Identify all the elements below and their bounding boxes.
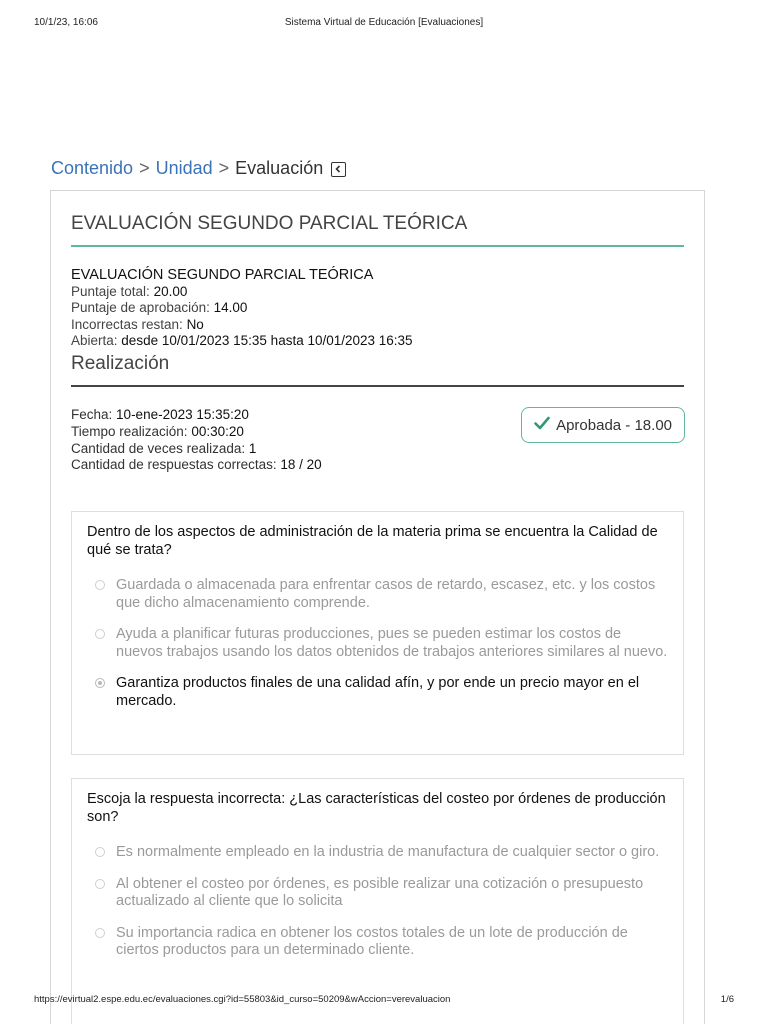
evaluation-info <box>71 267 684 349</box>
evaluation-heading: EVALUACIÓN SEGUNDO PARCIAL TEÓRICA <box>71 213 684 247</box>
answer-option[interactable] <box>87 577 669 612</box>
status-badge <box>521 407 685 443</box>
check-icon <box>534 416 550 434</box>
answer-option-text: Ayuda a planificar futuras producciones, pues se pueden estimar los costos de nuevos trabajos usando los datos obtenidos de trabajos anteriores similares al nuevo. <box>116 626 668 660</box>
realizacion-heading: Realización <box>71 353 684 387</box>
radio-button[interactable] <box>95 847 105 857</box>
info-row-abierta: Abierta: desde 10/01/2023 15:35 hasta 10/01/2023 16:35 <box>71 332 413 348</box>
answer-option-text: Al obtener el costeo por órdenes, es posible realizar una cotización o presupuesto actualizado al cliente que lo solicita <box>116 875 644 909</box>
radio-button[interactable] <box>95 629 105 639</box>
print-page-number: 1/6 <box>720 994 734 1005</box>
answer-option[interactable] <box>87 876 669 911</box>
info-row-incorrectas-restan: Incorrectas restan: No <box>71 316 204 332</box>
radio-button-checked[interactable] <box>95 678 105 688</box>
breadcrumb-current: Evaluación <box>235 158 324 178</box>
question-text: Escoja la respuesta incorrecta: ¿Las características del costeo por órdenes de producción son? <box>87 791 666 825</box>
answer-option-selected[interactable] <box>87 675 669 710</box>
answer-option-text: Es normalmente empleado en la industria de manufactura de cualquier sector o giro. <box>116 844 660 860</box>
print-page-title: Sistema Virtual de Educación [Evaluaciones] <box>284 17 484 28</box>
breadcrumb-separator: > <box>218 158 230 178</box>
back-icon[interactable] <box>331 162 346 177</box>
breadcrumb-separator: > <box>139 158 150 178</box>
print-footer <box>34 994 734 1008</box>
breadcrumb <box>51 158 346 179</box>
evaluation-card <box>50 190 705 1024</box>
status-label: Aprobada - 18.00 <box>556 416 672 434</box>
answer-option-text: Su importancia radica en obtener los costos totales de un lote de producción de ciertos productos para un determinado cliente. <box>116 924 628 958</box>
stat-row-correctas: Cantidad de respuestas correctas: 18 / 20 <box>71 457 322 473</box>
answer-option-text: Garantiza productos finales de una calidad afín, y por ende un precio mayor en el mercado. <box>116 675 640 709</box>
answer-option[interactable] <box>87 626 669 661</box>
radio-button[interactable] <box>95 580 105 590</box>
radio-button[interactable] <box>95 879 105 889</box>
info-row-puntaje-aprobacion: Puntaje de aprobación: 14.00 <box>71 300 248 316</box>
info-row-puntaje-total: Puntaje total: 20.00 <box>71 284 188 300</box>
radio-button[interactable] <box>95 928 105 938</box>
evaluation-name: EVALUACIÓN SEGUNDO PARCIAL TEÓRICA <box>71 267 374 283</box>
print-url: https://evirtual2.espe.edu.ec/evaluaciones.cgi?id=55803&id_curso=50209&wAccion=verevaluacion <box>34 994 451 1005</box>
realizacion-stats <box>71 407 322 474</box>
answer-option[interactable] <box>87 844 669 862</box>
breadcrumb-unidad-link[interactable]: Unidad <box>155 158 213 178</box>
breadcrumb-contenido-link[interactable]: Contenido <box>51 158 134 178</box>
question-text: Dentro de los aspectos de administración de la materia prima se encuentra la Calidad de qué se trata? <box>87 524 658 558</box>
question-card <box>71 511 684 755</box>
stat-row-fecha: Fecha: 10-ene-2023 15:35:20 <box>71 407 249 422</box>
print-datetime: 10/1/23, 16:06 <box>34 17 98 28</box>
question-card <box>71 778 684 1024</box>
print-header <box>34 17 734 31</box>
stat-row-veces: Cantidad de veces realizada: 1 <box>71 440 257 456</box>
answer-option-text: Guardada o almacenada para enfrentar casos de retardo, escasez, etc. y los costos que dicho almacenamiento comprende. <box>116 577 656 611</box>
answer-option[interactable] <box>87 925 669 960</box>
stat-row-tiempo: Tiempo realización: 00:30:20 <box>71 423 244 439</box>
